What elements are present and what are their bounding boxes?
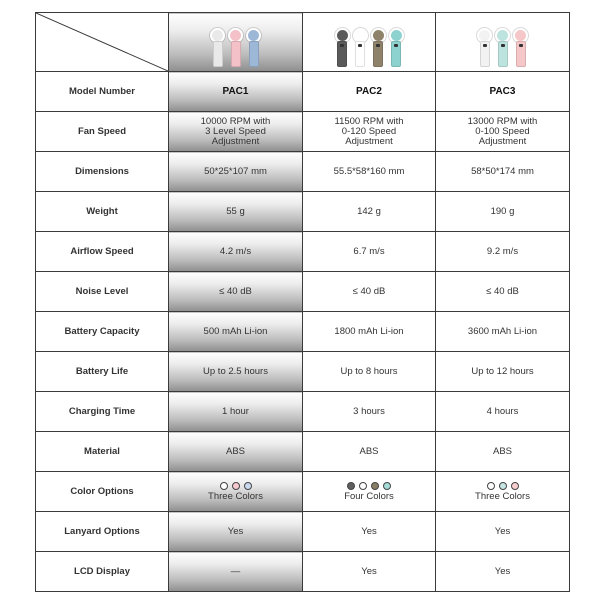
color-swatches — [173, 482, 298, 490]
fan-illustration — [210, 28, 225, 67]
fan-illustration — [495, 28, 510, 67]
color-swatch — [383, 482, 391, 490]
cell-value: 10000 RPM with 3 Level Speed Adjustment — [200, 115, 271, 147]
cell-pac1 — [169, 472, 303, 512]
cell-pac2 — [303, 472, 436, 512]
spec-row — [36, 432, 570, 472]
cell-pac3 — [436, 312, 570, 352]
lcd-screen-icon — [501, 44, 505, 47]
cell-pac3 — [436, 72, 570, 112]
cell-pac3 — [436, 152, 570, 192]
diagonal-line — [36, 13, 168, 71]
cell-value: 190 g — [490, 205, 515, 217]
fan-handle — [355, 41, 365, 67]
spec-row — [36, 192, 570, 232]
spec-table — [35, 12, 570, 592]
cell-pac2 — [303, 312, 436, 352]
spec-row — [36, 152, 570, 192]
cell-value: Three Colors — [208, 490, 263, 502]
fan-illustration — [513, 28, 528, 67]
cell-pac2 — [303, 232, 436, 272]
fan-handle — [231, 41, 241, 67]
row-label: Dimensions — [36, 152, 169, 192]
cell-value: PAC2 — [356, 85, 382, 97]
row-label: Noise Level — [36, 272, 169, 312]
fan-handle — [373, 41, 383, 67]
fan-handle — [249, 41, 259, 67]
row-label: Airflow Speed — [36, 232, 169, 272]
cell-value: ABS — [492, 445, 512, 457]
cell-value: Up to 2.5 hours — [203, 365, 268, 377]
spec-row — [36, 72, 570, 112]
fan-illustration — [371, 28, 386, 67]
cell-pac3 — [436, 272, 570, 312]
cell-value: 58*50*174 mm — [471, 165, 534, 177]
fan-handle — [337, 41, 347, 67]
cell-value: Yes — [494, 565, 511, 577]
cell-pac3 — [436, 512, 570, 552]
fan-group-pac2 — [307, 17, 431, 67]
cell-value: ABS — [225, 445, 245, 457]
cell-value: 4 hours — [486, 405, 519, 417]
row-label: Weight — [36, 192, 169, 232]
cell-value: Up to 8 hours — [340, 365, 398, 377]
cell-value: ≤ 40 dB — [352, 285, 386, 297]
product-image-pac2 — [303, 13, 436, 72]
cell-pac2 — [303, 432, 436, 472]
fan-handle — [516, 41, 526, 67]
cell-pac3 — [436, 232, 570, 272]
fan-group-pac3 — [440, 17, 565, 67]
fan-illustration — [228, 28, 243, 67]
cell-value: 4.2 m/s — [219, 245, 252, 257]
row-label: Charging Time — [36, 392, 169, 432]
row-label: Battery Capacity — [36, 312, 169, 352]
fan-illustration — [477, 28, 492, 67]
cell-pac1 — [169, 272, 303, 312]
cell-value: Four Colors — [344, 490, 394, 502]
cell-pac2 — [303, 152, 436, 192]
spec-row — [36, 392, 570, 432]
cell-pac1 — [169, 392, 303, 432]
cell-pac3 — [436, 192, 570, 232]
cell-pac3 — [436, 432, 570, 472]
row-label: Lanyard Options — [36, 512, 169, 552]
spec-row — [36, 512, 570, 552]
lcd-screen-icon — [340, 44, 344, 47]
color-swatch — [232, 482, 240, 490]
cell-pac3 — [436, 112, 570, 152]
fan-illustration — [353, 28, 368, 67]
corner-cell — [36, 13, 169, 72]
cell-value: 3600 mAh Li-ion — [467, 325, 538, 337]
fan-handle — [480, 41, 490, 67]
cell-pac2 — [303, 272, 436, 312]
cell-pac3 — [436, 472, 570, 512]
fan-handle — [213, 41, 223, 67]
spec-row — [36, 472, 570, 512]
cell-pac2 — [303, 552, 436, 592]
cell-value: PAC3 — [489, 85, 516, 97]
color-swatch — [220, 482, 228, 490]
row-label: Color Options — [36, 472, 169, 512]
row-label: Model Number — [36, 72, 169, 112]
cell-value: ≤ 40 dB — [486, 285, 519, 297]
color-swatch — [371, 482, 379, 490]
cell-pac1 — [169, 432, 303, 472]
cell-value: 13000 RPM with 0-100 Speed Adjustment — [467, 115, 538, 147]
cell-pac2 — [303, 192, 436, 232]
color-swatch — [511, 482, 519, 490]
row-label: Material — [36, 432, 169, 472]
fan-illustration — [246, 28, 261, 67]
lcd-screen-icon — [358, 44, 362, 47]
cell-value: — — [230, 565, 241, 577]
fan-group-pac1 — [173, 17, 298, 67]
cell-value: 6.7 m/s — [353, 245, 385, 257]
cell-pac1 — [169, 312, 303, 352]
color-swatch — [499, 482, 507, 490]
cell-value: 3 hours — [353, 405, 385, 417]
color-swatch — [347, 482, 355, 490]
fan-handle — [498, 41, 508, 67]
fan-handle — [391, 41, 401, 67]
cell-pac3 — [436, 352, 570, 392]
spec-row — [36, 112, 570, 152]
cell-value: 50*25*107 mm — [204, 165, 267, 177]
row-label: LCD Display — [36, 552, 169, 592]
cell-value: 142 g — [357, 205, 381, 217]
cell-value: 11500 RPM with 0-120 Speed Adjustment — [334, 115, 404, 147]
spec-row — [36, 352, 570, 392]
cell-pac1 — [169, 192, 303, 232]
cell-pac2 — [303, 512, 436, 552]
fan-illustration — [389, 28, 404, 67]
lcd-screen-icon — [376, 44, 380, 47]
cell-value: Yes — [494, 525, 511, 537]
cell-pac1 — [169, 112, 303, 152]
row-label: Fan Speed — [36, 112, 169, 152]
cell-value: 55.5*58*160 mm — [333, 165, 405, 177]
spec-row — [36, 312, 570, 352]
cell-value: 9.2 m/s — [486, 245, 519, 257]
cell-value: Three Colors — [475, 490, 530, 502]
color-swatches — [440, 482, 565, 490]
lcd-screen-icon — [394, 44, 398, 47]
spec-row — [36, 552, 570, 592]
cell-pac1 — [169, 72, 303, 112]
cell-pac3 — [436, 552, 570, 592]
product-image-pac3 — [436, 13, 570, 72]
cell-value: ≤ 40 dB — [219, 285, 252, 297]
cell-value: ABS — [359, 445, 379, 457]
lcd-screen-icon — [519, 44, 523, 47]
color-swatches — [307, 482, 431, 490]
cell-pac1 — [169, 152, 303, 192]
color-swatch — [359, 482, 367, 490]
cell-pac1 — [169, 232, 303, 272]
cell-pac2 — [303, 112, 436, 152]
cell-value: PAC1 — [222, 85, 249, 97]
row-label: Battery Life — [36, 352, 169, 392]
color-swatch — [244, 482, 252, 490]
cell-value: 1800 mAh Li-ion — [334, 325, 404, 337]
cell-pac1 — [169, 352, 303, 392]
image-row — [36, 13, 570, 72]
cell-value: 500 mAh Li-ion — [203, 325, 268, 337]
cell-value: 1 hour — [222, 405, 249, 417]
color-swatch — [487, 482, 495, 490]
cell-value: Yes — [361, 525, 377, 537]
fan-illustration — [335, 28, 350, 67]
cell-value: Yes — [361, 565, 377, 577]
cell-value: Up to 12 hours — [471, 365, 534, 377]
cell-pac2 — [303, 72, 436, 112]
cell-pac1 — [169, 512, 303, 552]
cell-pac2 — [303, 392, 436, 432]
cell-pac2 — [303, 352, 436, 392]
cell-value: Yes — [227, 525, 244, 537]
spec-row — [36, 232, 570, 272]
spec-row — [36, 272, 570, 312]
cell-pac1 — [169, 552, 303, 592]
cell-pac3 — [436, 392, 570, 432]
product-image-pac1 — [169, 13, 303, 72]
lcd-screen-icon — [483, 44, 487, 47]
cell-value: 55 g — [226, 205, 245, 217]
